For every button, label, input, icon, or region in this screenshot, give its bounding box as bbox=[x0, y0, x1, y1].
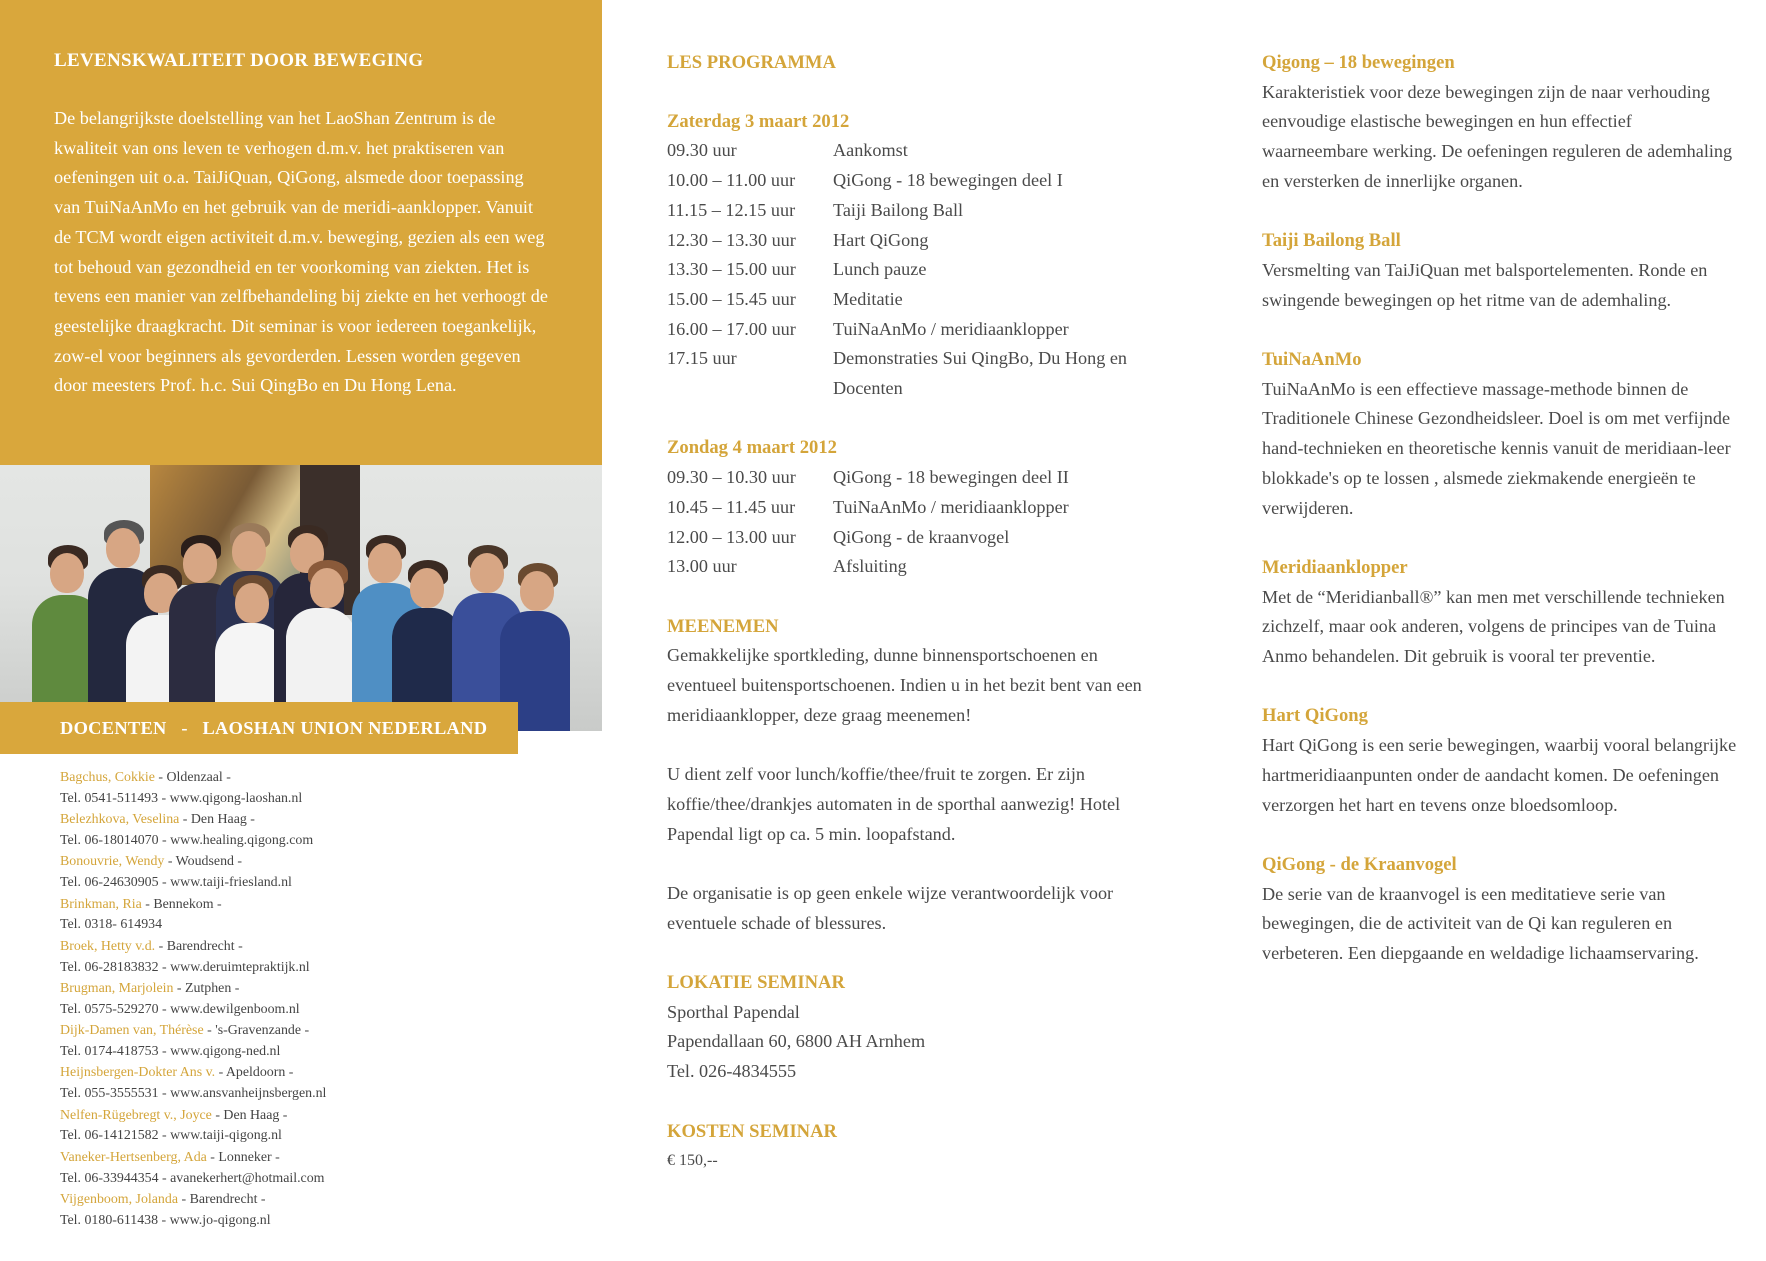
program-title: LES PROGRAMMA bbox=[667, 52, 836, 73]
schedule-row bbox=[667, 255, 1167, 285]
lokatie-title: LOKATIE SEMINAR bbox=[667, 972, 845, 994]
teacher-name: Heijnsbergen-Dokter Ans v. bbox=[60, 1065, 216, 1081]
meenemen-text: De organisatie is op geen enkele wijze verantwoordelijk voor eventuele schade of blessures. bbox=[667, 882, 1114, 933]
teacher-name: Bonouvrie, Wendy bbox=[60, 854, 165, 870]
lokatie-line: Tel. 026-4834555 bbox=[667, 1061, 797, 1082]
teacher-item bbox=[60, 1148, 580, 1189]
description-text: Karakteristiek voor deze bewegingen zijn de naar verhouding eenvoudige elastische bewegingen en hun effectief waarneembare werking. De oefeningen reguleren de ademhaling en versterken de innerlijke organen. bbox=[1262, 81, 1733, 191]
schedule-row bbox=[667, 344, 1167, 403]
teacher-contact: Tel. 06-14121582 - www.taiji-qigong.nl bbox=[60, 1128, 282, 1144]
teacher-place: - 's-Gravenzande - bbox=[203, 1023, 310, 1039]
teacher-place: - Barendrecht - bbox=[155, 938, 243, 954]
description-title: Taiji Bailong Ball bbox=[1262, 230, 1401, 252]
schedule-activity: Lunch pauze bbox=[833, 259, 927, 280]
schedule-activity: Taiji Bailong Ball bbox=[833, 199, 964, 220]
teacher-place: - Lonneker - bbox=[206, 1149, 280, 1165]
day2-title: Zondag 4 maart 2012 bbox=[667, 437, 837, 459]
schedule-activity: Afsluiting bbox=[833, 556, 907, 577]
teacher-name: Dijk-Damen van, Thérèse bbox=[60, 1023, 204, 1039]
teacher-contact: Tel. 0180-611438 - www.jo-qigong.nl bbox=[60, 1212, 271, 1228]
schedule-time: 09.30 – 10.30 uur bbox=[667, 467, 796, 488]
schedule-row bbox=[667, 196, 1167, 226]
teacher-name: Belezhkova, Veselina bbox=[60, 812, 180, 828]
descriptions-column bbox=[1262, 48, 1742, 969]
docenten-header bbox=[0, 702, 518, 754]
teacher-name: Vijgenboom, Jolanda bbox=[60, 1192, 178, 1208]
teacher-contact: Tel. 0541-511493 - www.qigong-laoshan.nl bbox=[60, 790, 303, 806]
schedule-time: 12.00 – 13.00 uur bbox=[667, 526, 796, 547]
teacher-item bbox=[60, 1190, 580, 1231]
schedule-activity: QiGong - de kraanvogel bbox=[833, 526, 1010, 547]
schedule-row bbox=[667, 226, 1167, 256]
meenemen-title: MEENEMEN bbox=[667, 615, 779, 637]
teacher-item bbox=[60, 810, 580, 851]
description-text: Versmelting van TaiJiQuan met balsportelementen. Ronde en swingende bewegingen op het ritme van de ademhaling. bbox=[1262, 259, 1708, 310]
intro-text: De belangrijkste doelstelling van het LaoShan Zentrum is de kwaliteit van ons leven te verhogen d.m.v. het praktiseren van oefeningen uit o.a. TaiJiQuan, QiGong, alsmede door toepassing van TuiNaAnMo en het gebruik van de meridi-aanklopper. Vanuit de TCM wordt eigen activiteit d.m.v. beweging, gezien als een weg tot behoud van gezondheid en ter voorkoming van ziekten. Het is tevens een manier van zelfbehandeling bij ziekte en het verhoogt de geestelijke draagkracht. Dit seminar is voor iedereen toegankelijk, zow-el voor beginners als gevorderden. Lessen worden gegeven door meesters Prof. h.c. Sui QingBo en Du Hong Lena. bbox=[54, 108, 548, 396]
schedule-time: 12.30 – 13.30 uur bbox=[667, 229, 796, 250]
schedule-activity: Meditatie bbox=[833, 288, 903, 309]
intro-title: LEVENSKWALITEIT DOOR BEWEGING bbox=[54, 50, 424, 71]
teacher-item bbox=[60, 937, 580, 978]
description-text: Hart QiGong is een serie bewegingen, waarbij vooral belangrijke hartmeridiaanpunten onder de aandacht komen. De oefeningen verzorgen het hart en tevens onze bloedsomloop. bbox=[1262, 735, 1737, 815]
teacher-item bbox=[60, 895, 580, 936]
teacher-place: - Zutphen - bbox=[173, 981, 240, 997]
teacher-contact: Tel. 06-18014070 - www.healing.qigong.com bbox=[60, 832, 314, 848]
description-title: Hart QiGong bbox=[1262, 705, 1368, 727]
description-text: Met de “Meridianball®” kan men met verschillende technieken zichzelf, maar ook anderen, volgens de principes van de Tuina Anmo behandelen. Dit gebruik is vooral ter preventie. bbox=[1262, 586, 1725, 667]
teacher-place: - Oldenzaal - bbox=[154, 770, 231, 785]
schedule-time: 15.00 – 15.45 uur bbox=[667, 288, 796, 309]
schedule-time: 10.00 – 11.00 uur bbox=[667, 170, 796, 191]
schedule-activity: QiGong - 18 bewegingen deel II bbox=[833, 467, 1069, 488]
description-title: QiGong - de Kraanvogel bbox=[1262, 853, 1457, 875]
teacher-name: Nelfen-Rügebregt v., Joyce bbox=[60, 1107, 212, 1123]
description-text: TuiNaAnMo is een effectieve massage-methode binnen de Traditionele Chinese Gezondheidsleer. Doel is om met verfijnde hand-technieken en theoretische kennis vanuit de meridiaan-leer blokkade's op te lossen , alsmede ziekmakende energieën te verwijderen. bbox=[1262, 378, 1731, 518]
teacher-item bbox=[60, 1021, 580, 1062]
schedule-time: 10.45 – 11.45 uur bbox=[667, 496, 796, 517]
intro-panel bbox=[0, 0, 602, 465]
teacher-list bbox=[60, 768, 580, 1232]
description-title: Meridiaanklopper bbox=[1262, 556, 1408, 578]
teacher-name: Brinkman, Ria bbox=[60, 896, 142, 912]
description-text: De serie van de kraanvogel is een meditatieve serie van bewegingen, die de activiteit van de Qi kan reguleren en verbeteren. Een diepgaande en weldadige lichaamservaring. bbox=[1262, 883, 1699, 964]
docenten-title: DOCENTEN - LAOSHAN UNION NEDERLAND bbox=[60, 718, 488, 738]
schedule-activity: Hart QiGong bbox=[833, 229, 929, 250]
schedule-time: 11.15 – 12.15 uur bbox=[667, 199, 796, 220]
teacher-place: - Apeldoorn - bbox=[215, 1065, 294, 1081]
teacher-contact: Tel. 0174-418753 - www.qigong-ned.nl bbox=[60, 1043, 281, 1059]
teacher-place: - Barendrecht - bbox=[178, 1192, 266, 1208]
teacher-item bbox=[60, 979, 580, 1020]
schedule-row bbox=[667, 136, 1167, 166]
teacher-name: Bagchus, Cokkie bbox=[60, 770, 155, 785]
schedule-row bbox=[667, 523, 1167, 553]
schedule-row bbox=[667, 463, 1167, 493]
schedule-row bbox=[667, 166, 1167, 196]
schedule-time: 17.15 uur bbox=[667, 348, 737, 369]
teacher-item bbox=[60, 768, 580, 809]
teacher-place: - Bennekom - bbox=[141, 896, 222, 912]
schedule-row bbox=[667, 285, 1167, 315]
schedule-row bbox=[667, 493, 1167, 523]
kosten-price: € 150,-- bbox=[667, 1152, 718, 1170]
teacher-contact: Tel. 055-3555531 - www.ansvanheijnsbergen.nl bbox=[60, 1086, 327, 1102]
schedule-activity: Aankomst bbox=[833, 140, 908, 161]
schedule-time: 13.00 uur bbox=[667, 556, 737, 577]
schedule-time: 13.30 – 15.00 uur bbox=[667, 259, 796, 280]
teacher-item bbox=[60, 1106, 580, 1147]
teacher-contact: Tel. 06-28183832 - www.deruimtepraktijk.nl bbox=[60, 959, 310, 975]
teacher-contact: Tel. 06-33944354 - avanekerhert@hotmail.com bbox=[60, 1170, 325, 1186]
teacher-contact: Tel. 0318- 614934 bbox=[60, 917, 163, 933]
teacher-item bbox=[60, 852, 580, 893]
day1-title: Zaterdag 3 maart 2012 bbox=[667, 110, 850, 132]
kosten-title: KOSTEN SEMINAR bbox=[667, 1120, 837, 1142]
schedule-activity: TuiNaAnMo / meridiaanklopper bbox=[833, 496, 1069, 517]
group-photo bbox=[0, 465, 602, 731]
meenemen-text: Gemakkelijke sportkleding, dunne binnensportschoenen en eventueel buitensportschoenen. Indien u in het bezit bent van een meridiaanklopper, deze graag meenemen! bbox=[667, 645, 1142, 725]
teacher-name: Broek, Hetty v.d. bbox=[60, 938, 156, 954]
lokatie-line: Sporthal Papendal bbox=[667, 1001, 800, 1022]
schedule-activity: QiGong - 18 bewegingen deel I bbox=[833, 170, 1063, 191]
meenemen-text: U dient zelf voor lunch/koffie/thee/fruit te zorgen. Er zijn koffie/thee/drankjes automaten in de sporthal aanwezig! Hotel Papendal ligt op ca. 5 min. loopafstand. bbox=[667, 764, 1121, 844]
description-title: Qigong – 18 bewegingen bbox=[1262, 52, 1455, 73]
teacher-place: - Den Haag - bbox=[179, 812, 255, 828]
lokatie-line: Papendallaan 60, 6800 AH Arnhem bbox=[667, 1031, 926, 1052]
schedule-time: 16.00 – 17.00 uur bbox=[667, 318, 796, 339]
schedule-activity: Demonstraties Sui QingBo, Du Hong en Docenten bbox=[833, 348, 1128, 399]
description-title: TuiNaAnMo bbox=[1262, 349, 1362, 370]
teacher-name: Brugman, Marjolein bbox=[60, 981, 174, 997]
schedule-time: 09.30 uur bbox=[667, 140, 737, 161]
teacher-contact: Tel. 0575-529270 - www.dewilgenboom.nl bbox=[60, 1001, 300, 1017]
teacher-place: - Den Haag - bbox=[211, 1107, 288, 1123]
teacher-item bbox=[60, 1063, 580, 1104]
schedule-row bbox=[667, 552, 1167, 582]
teacher-place: - Woudsend - bbox=[164, 854, 243, 870]
program-column bbox=[667, 48, 1167, 1176]
teacher-contact: Tel. 06-24630905 - www.taiji-friesland.nl bbox=[60, 875, 292, 891]
teacher-name: Vaneker-Hertsenberg, Ada bbox=[60, 1149, 207, 1165]
schedule-activity: TuiNaAnMo / meridiaanklopper bbox=[833, 318, 1069, 339]
schedule-row bbox=[667, 315, 1167, 345]
